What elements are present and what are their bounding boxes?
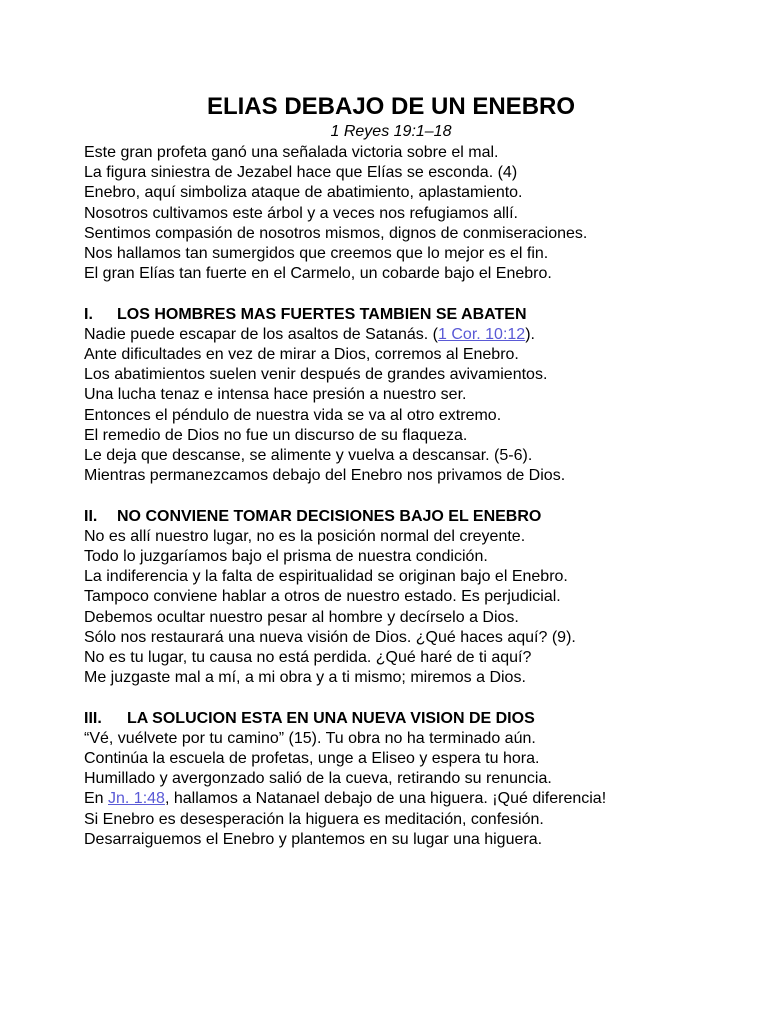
document-title: ELIAS DEBAJO DE UN ENEBRO: [206, 93, 576, 120]
text-segment: , hallamos a Natanael debajo de una higuera. ¡Qué diferencia!: [164, 790, 607, 808]
text-line: Humillado y avergonzado salió de la cueva, retirando su renuncia.: [84, 770, 552, 788]
bible-reference-link[interactable]: 1 Cor. 10:12: [438, 325, 526, 343]
scripture-reference: 1 Reyes 19:1–18: [330, 123, 452, 140]
section-number: I.: [84, 305, 93, 323]
text-line: No es tu lugar, tu causa no está perdida. ¿Qué haré de ti aquí?: [84, 649, 532, 667]
text-line: “Vé, vuélvete por tu camino” (15). Tu obra no ha terminado aún.: [84, 729, 536, 747]
text-segment: Nadie puede escapar de los asaltos de Satanás. (: [84, 325, 439, 343]
text-line: Si Enebro es desesperación la higuera es meditación, confesión.: [84, 810, 544, 828]
intro-paragraph: [84, 143, 684, 284]
text-line: No es allí nuestro lugar, no es la posición normal del creyente.: [84, 527, 526, 545]
text-line: Enebro, aquí simboliza ataque de abatimiento, aplastamiento.: [84, 184, 523, 202]
text-line: Desarraiguemos el Enebro y plantemos en su lugar una higuera.: [84, 830, 543, 848]
text-segment: ).: [525, 325, 535, 343]
text-line: Todo lo juzgaríamos bajo el prisma de nuestra condición.: [84, 548, 488, 566]
section-heading: [84, 305, 684, 325]
text-line: La indiferencia y la falta de espiritualidad se originan bajo el Enebro.: [84, 568, 568, 586]
section-heading-text: NO CONVIENE TOMAR DECISIONES BAJO EL ENEBRO: [117, 507, 542, 525]
section-heading-text: LOS HOMBRES MAS FUERTES TAMBIEN SE ABATEN: [117, 305, 527, 323]
text-line: El gran Elías tan fuerte en el Carmelo, un cobarde bajo el Enebro.: [84, 265, 552, 283]
spacer: [84, 284, 684, 304]
section-heading: [84, 709, 684, 729]
text-segment: En: [84, 790, 109, 808]
section-number: II.: [84, 507, 98, 525]
section-heading-text: LA SOLUCION ESTA EN UNA NUEVA VISION DE DIOS: [127, 709, 535, 727]
text-line: Tampoco conviene hablar a otros de nuestro estado. Es perjudicial.: [84, 588, 561, 606]
text-line: Entonces el péndulo de nuestra vida se va al otro extremo.: [84, 406, 502, 424]
text-line: Me juzgaste mal a mí, a mi obra y a ti mismo; miremos a Dios.: [84, 669, 526, 687]
text-line: El remedio de Dios no fue un discurso de su flaqueza.: [84, 426, 468, 444]
text-line: Los abatimientos suelen venir después de grandes avivamientos.: [84, 366, 548, 384]
text-line: Nosotros cultivamos este árbol y a veces nos refugiamos allí.: [84, 204, 518, 222]
spacer: [84, 486, 684, 506]
spacer: [84, 688, 684, 708]
section-number: III.: [84, 709, 102, 727]
text-line: Sólo nos restaurará una nueva visión de Dios. ¿Qué haces aquí? (9).: [84, 628, 576, 646]
text-line: Este gran profeta ganó una señalada victoria sobre el mal.: [84, 144, 499, 161]
text-line-with-reference: [84, 789, 684, 809]
text-line: Le deja que descanse, se alimente y vuelva a descansar. (5-6).: [84, 447, 533, 465]
text-line: Sentimos compasión de nosotros mismos, dignos de conmiseraciones.: [84, 224, 588, 242]
text-line: La figura siniestra de Jezabel hace que Elías se esconda. (4): [84, 164, 518, 182]
text-line: Ante dificultades en vez de mirar a Dios, corremos al Enebro.: [84, 346, 519, 364]
text-line: Continúa la escuela de profetas, unge a Eliseo y espera tu hora.: [84, 750, 540, 768]
section-2: [84, 507, 684, 689]
document-page: [84, 92, 684, 850]
text-line: Una lucha tenaz e intensa hace presión a nuestro ser.: [84, 386, 467, 404]
text-line: Nos hallamos tan sumergidos que creemos que lo mejor es el fin.: [84, 245, 549, 263]
section-heading: [84, 507, 684, 527]
section-3: [84, 709, 684, 850]
text-line: Mientras permanezcamos debajo del Enebro nos privamos de Dios.: [84, 467, 566, 485]
text-line-with-reference: [84, 325, 684, 345]
bible-reference-link[interactable]: Jn. 1:48: [108, 790, 165, 808]
section-1: [84, 305, 684, 487]
text-line: Debemos ocultar nuestro pesar al hombre y decírselo a Dios.: [84, 608, 519, 626]
